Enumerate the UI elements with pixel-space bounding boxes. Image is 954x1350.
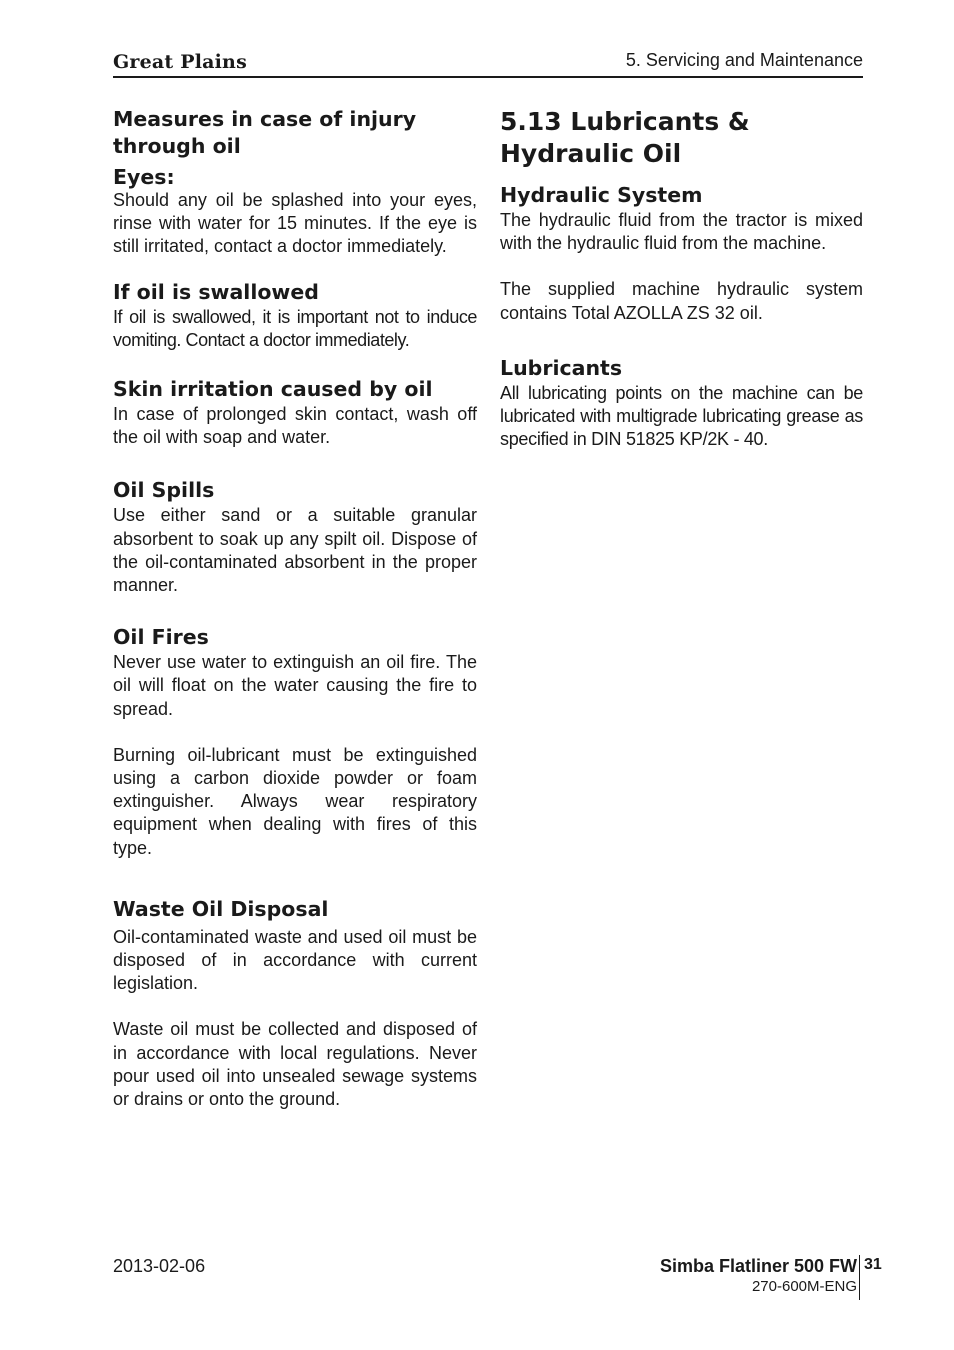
waste-text-2: Waste oil must be collected and disposed of in accordance with local regulations. Never pour used oil into unsealed sewage systems or drains or onto the ground.	[113, 1019, 477, 1110]
left-column	[113, 106, 477, 1111]
product-name: Simba Flatliner 500 FW	[659, 1256, 857, 1276]
eyes-heading: Eyes:	[113, 165, 175, 189]
swallowed-heading: If oil is swallowed	[113, 279, 319, 304]
skin-heading: Skin irritation caused by oil	[113, 377, 433, 402]
spills-text: Use either sand or a suitable granular absorbent to soak up any spilt oil. Dispose of the oil-contaminated absorbent in the proper manner.	[113, 505, 477, 596]
footer-product-block	[660, 1255, 857, 1297]
page-header	[113, 50, 863, 78]
page-number: 31	[864, 1256, 882, 1273]
hydraulic-heading: Hydraulic System	[500, 183, 703, 207]
chapter-heading: 5.13 Lubricants & Hydraulic Oil	[500, 107, 750, 168]
lubricants-heading: Lubricants	[500, 355, 623, 380]
injury-heading: Measures in case of injury through oil	[113, 107, 417, 158]
waste-heading: Waste Oil Disposal	[113, 896, 329, 921]
fires-heading: Oil Fires	[113, 625, 209, 650]
skin-text: In case of prolonged skin contact, wash off the oil with soap and water.	[113, 404, 477, 448]
hydraulic-text-1: The hydraulic fluid from the tractor is mixed with the hydraulic fluid from the machine.	[500, 210, 863, 254]
fires-text-1: Never use water to extinguish an oil fire. The oil will float on the water causing the fire to spread.	[113, 652, 477, 719]
fires-text-2: Burning oil-lubricant must be extinguished using a carbon dioxide powder or foam extinguisher. Always wear respiratory equipment when dealing with fires of this type.	[113, 744, 477, 858]
swallowed-text: If oil is swallowed, it is important not to induce vomiting. Contact a doctor immediately.	[113, 306, 477, 350]
section-title: 5. Servicing and Maintenance	[625, 50, 863, 70]
eyes-text: Should any oil be splashed into your eyes, rinse with water for 15 minutes. If the eye is still irritated, contact a doctor immediately.	[113, 190, 477, 257]
brand-logo: Great Plains	[113, 51, 247, 73]
waste-text-1: Oil-contaminated waste and used oil must be disposed of in accordance with current legislation.	[113, 926, 477, 994]
lubricants-text: All lubricating points on the machine can be lubricated with multigrade lubricating grease as specified in DIN 51825 KP/2K - 40.	[500, 382, 863, 450]
hydraulic-text-2: The supplied machine hydraulic system contains Total AZOLLA ZS 32 oil.	[500, 279, 863, 323]
footer-date: 2013-02-06	[113, 1256, 206, 1276]
doc-number: 270-600M-ENG	[751, 1278, 857, 1295]
spills-heading: Oil Spills	[113, 478, 215, 503]
right-column	[500, 106, 863, 451]
footer-divider	[859, 1255, 860, 1300]
